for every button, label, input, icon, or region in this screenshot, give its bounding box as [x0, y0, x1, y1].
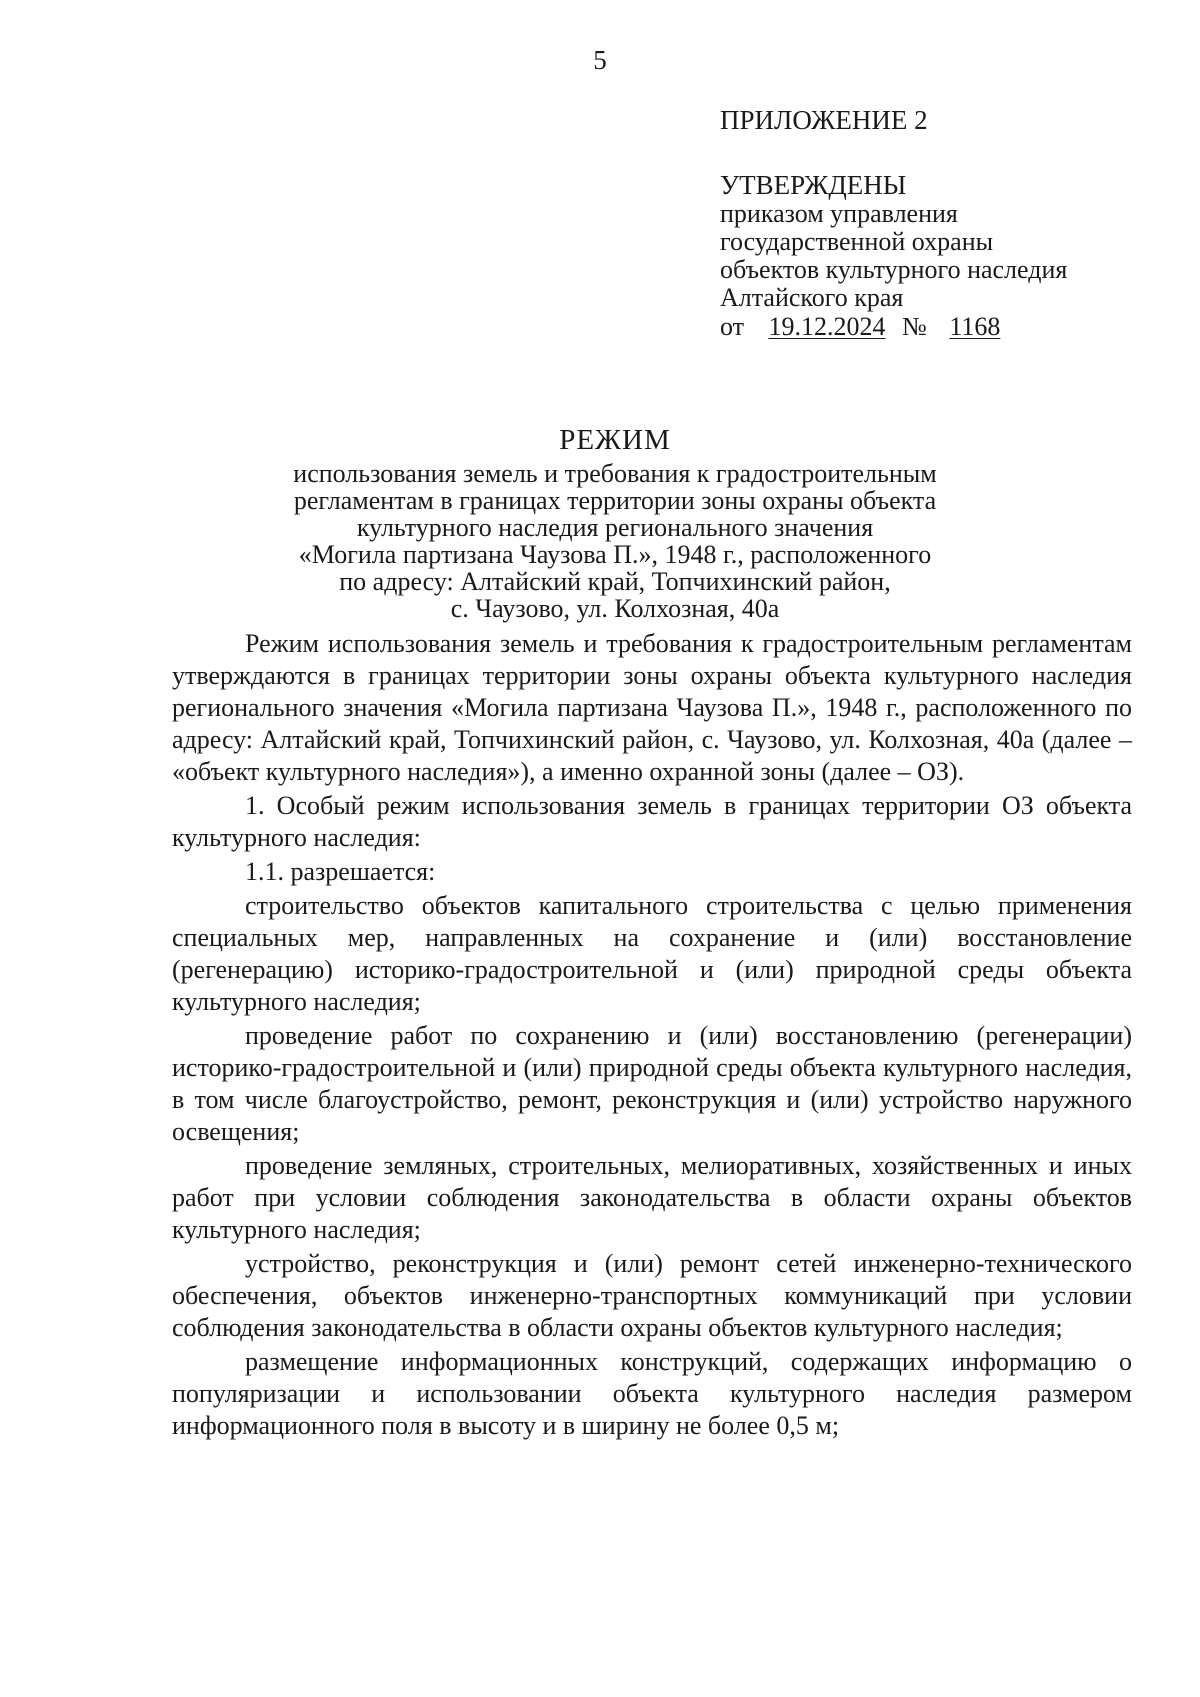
approval-line: объектов культурного наследия [720, 255, 1068, 284]
section-1-heading: 1. Особый режим использования земель в границах территории ОЗ объекта культурного наследия: [172, 791, 1132, 852]
regime-title-block [170, 424, 1060, 622]
approval-title: УТВЕРЖДЕНЫ [720, 170, 907, 200]
subsection-1-1-heading: 1.1. разрешается: [245, 857, 436, 886]
annex-heading: ПРИЛОЖЕНИЕ 2 [720, 105, 928, 135]
approval-stamp [720, 170, 1160, 342]
regime-subtitle-line: культурного наследия регионального значения [356, 513, 874, 542]
order-reference [720, 312, 1160, 342]
approval-line: государственной охраны [720, 227, 994, 256]
order-date: 19.12.2024 [768, 312, 886, 341]
regime-subtitle-line: по адресу: Алтайский край, Топчихинский район, [339, 567, 891, 596]
date-prefix: от [720, 312, 745, 341]
number-sign: № [902, 312, 927, 341]
intro-paragraph: Режим использования земель и требования к градостроительным регламентам утверждаются в границах территории зоны охраны объекта культурного наследия регионального значения «Могила партизана Чаузова П.», 1948 г., расположенного по адресу: Алтайский край, Топчихинский район, с. Чаузово, ул. Колхозная, 40а (далее – «объект культурного наследия»), а именно охранной зоны (далее – ОЗ). [172, 629, 1132, 786]
approval-line: Алтайского края [720, 283, 904, 312]
permitted-item: устройство, реконструкция и (или) ремонт сетей инженерно-технического обеспечения, объектов инженерно-транспортных коммуникаций при условии соблюдения законодательства в области охраны объектов культурного наследия; [172, 1249, 1132, 1342]
regime-title: РЕЖИМ [559, 424, 671, 456]
regime-subtitle-line: регламентам в границах территории зоны охраны объекта [293, 486, 937, 515]
regime-subtitle-line: «Могила партизана Чаузова П.», 1948 г., расположенного [298, 540, 932, 569]
permitted-item: строительство объектов капитального строительства с целью применения специальных мер, направленных на сохранение и (или) восстановление (регенерацию) историко-градостроительной и (или) природной среды объекта культурного наследия; [172, 891, 1132, 1016]
permitted-item: размещение информационных конструкций, содержащих информацию о популяризации и использовании объекта культурного наследия размером информационного поля в высоту и в ширину не более 0,5 м; [172, 1347, 1132, 1440]
permitted-item: проведение земляных, строительных, мелиоративных, хозяйственных и иных работ при условии соблюдения законодательства в области охраны объектов культурного наследия; [172, 1151, 1132, 1244]
page-number: 5 [593, 45, 607, 75]
regime-subtitle-line: использования земель и требования к градостроительным [293, 459, 937, 488]
body-text [172, 628, 1132, 1444]
order-number: 1168 [949, 312, 1001, 341]
permitted-item: проведение работ по сохранению и (или) восстановлению (регенерации) историко-градостроительной и (или) природной среды объекта культурного наследия, в том числе благоустройство, ремонт, реконструкция и (или) устройство наружного освещения; [172, 1021, 1132, 1146]
approval-line: приказом управления [720, 199, 958, 228]
regime-subtitle-line: с. Чаузово, ул. Колхозная, 40а [450, 594, 780, 623]
